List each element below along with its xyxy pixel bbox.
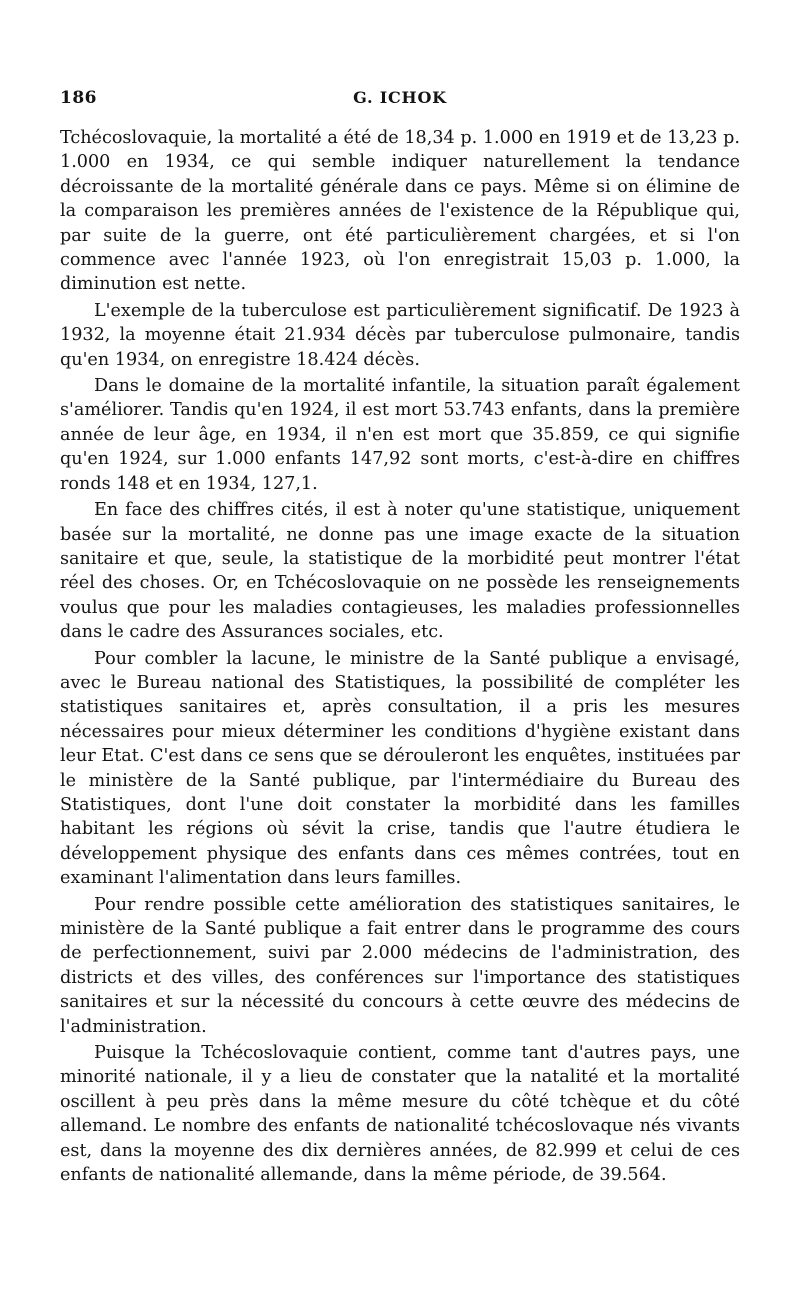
page-header [60, 88, 740, 118]
body-text [60, 126, 740, 1189]
page-number: 186 [60, 88, 97, 108]
paragraph-mortalite-infantile: Dans le domaine de la mortalité infantile, la situation paraît également s'améliorer. Tandis qu'en 1924, il est mort 53.743 enfants, dans la première année de leur âge, en 1934, il n'en est mort que 35.859, ce qui signifie qu'en 1924, sur 1.000 enfants 147,92 sont morts, c'est-à-dire en chiffres ronds 148 et en 1934, 127,1. [60, 376, 740, 494]
running-head: G. ICHOK [353, 88, 447, 107]
paragraph-statistique-morbidite: En face des chiffres cités, il est à noter qu'une statistique, uniquement basée sur la mortalité, ne donne pas une image exacte de la situation sanitaire et que, seule, la statistique de la morbidité peut montrer l'état réel des choses. Or, en Tchécoslovaquie on ne possède les renseignements voulus que pour les maladies contagieuses, les maladies professionnelles dans le cadre des Assurances sociales, etc. [60, 500, 740, 643]
paragraph-tuberculose: L'exemple de la tuberculose est particulièrement significatif. De 1923 à 1932, la moyenne était 21.934 décès par tuberculose pulmonaire, tandis qu'en 1934, on enregistre 18.424 décès. [60, 300, 740, 370]
paragraph-combler-lacune: Pour combler la lacune, le ministre de la Santé publique a envisagé, avec le Bureau national des Statistiques, la possibilité de compléter les statistiques sanitaires et, après consultation, il a pris les mesures nécessaires pour mieux déterminer les conditions d'hygiène existant dans leur Etat. C'est dans ce sens que se dérouleront les enquêtes, instituées par le ministère de la Santé publique, par l'intermédiaire du Bureau des Statistiques, dont l'une doit constater la morbidité dans les familles habitant les régions où sévit la crise, tandis que l'autre étudiera le développement physique des enfants dans ces mêmes contrées, tout en examinant l'alimentation dans leurs familles. [60, 648, 740, 889]
paragraph-amelioration-statistiques: Pour rendre possible cette amélioration des statistiques sanitaires, le ministère de la Santé publique a fait entrer dans le programme des cours de perfectionnement, suivi par 2.000 médecins de l'administration, des districts et des villes, des conférences sur l'importance des statistiques sanitaires et sur la nécessité du concours à cette œuvre des médecins de l'administration. [60, 894, 740, 1037]
paragraph-continuation: Tchécoslovaquie, la mortalité a été de 18,34 p. 1.000 en 1919 et de 13,23 p. 1.000 en 1934, ce qui semble indiquer naturellement la tendance décroissante de la mortalité générale dans ce pays. Même si on élimine de la comparaison les premières années de l'existence de la République qui, par suite de la guerre, ont été particulièrement chargées, et si l'on commence avec l'année 1923, où l'on enregistrait 15,03 p. 1.000, la diminution est nette. [60, 128, 740, 295]
paragraph-minorite-nationale: Puisque la Tchécoslovaquie contient, comme tant d'autres pays, une minorité nationale, il y a lieu de constater que la natalité et la mortalité oscillent à peu près dans la même mesure du côté tchèque et du côté allemand. Le nombre des enfants de nationalité tchécoslovaque nés vivants est, dans la moyenne des dix dernières années, de 82.999 et celui de ces enfants de nationalité allemande, dans la même période, de 39.564. [60, 1043, 740, 1186]
